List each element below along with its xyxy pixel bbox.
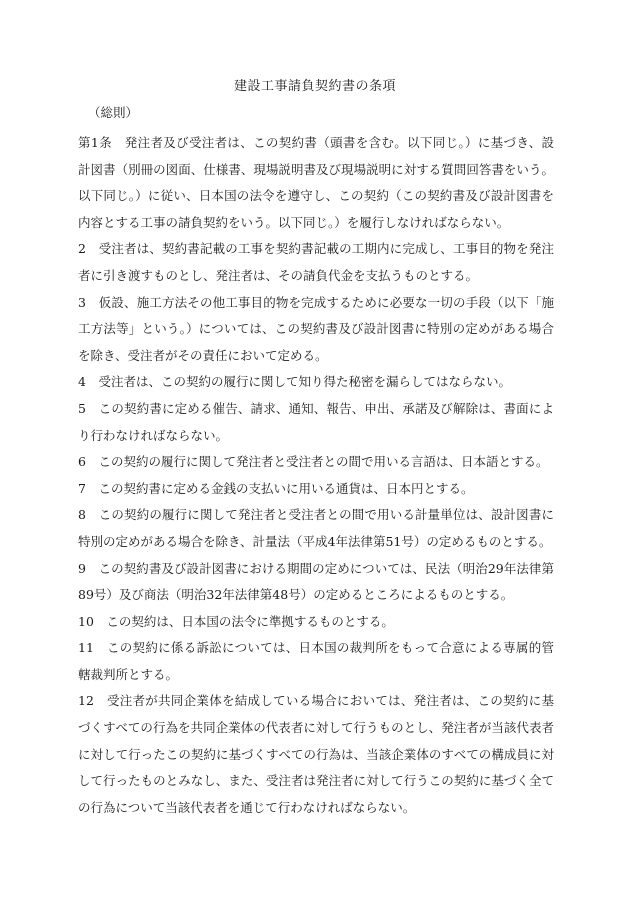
document-title: 建設工事請負契約書の条項: [233, 79, 396, 94]
clause-paragraph: 2 受注者は、契約書記載の工事を契約書記載の工期内に完成し、工事目的物を発注者に引き渡すものとし、発注者は、その請負代金を支払うものとする。: [78, 241, 554, 283]
clause-paragraph: 4 受注者は、この契約の履行に関して知り得た秘密を漏らしてはならない。: [78, 374, 511, 390]
clause-paragraph: 10 この契約は、日本国の法令に準拠するものとする。: [78, 613, 394, 629]
clause-paragraph: 3 仮設、施工方法その他工事目的物を完成するために必要な一切の手段（以下「施工方法等」という。）については、この契約書及び設計図書に特別の定めがある場合を除き、受注者がその責任において定める。: [78, 294, 554, 363]
clause-paragraph: 11 この契約に係る訴訟については、日本国の裁判所をもって合意による専属的管轄裁判所とする。: [78, 640, 554, 682]
clause-paragraph: 9 この契約書及び設計図書における期間の定めについては、民法（明治29年法律第89号）及び商法（明治32年法律第48号）の定めるところによるものとする。: [78, 560, 554, 603]
clause-paragraph: 12 受注者が共同企業体を結成している場合においては、発注者は、この契約に基づくすべての行為を共同企業体の代表者に対して行うものとし、発注者が当該代表者に対して行ったこの契約に基づくすべての行為は、当該企業体のすべての構成員に対して行ったものとみなし、また、受注者は発注者に対して行うこの契約に基づく全ての行為について当該代表者を通じて行わなければならない。: [78, 693, 554, 815]
clause-paragraph: 7 この契約書に定める金銭の支払いに用いる通貨は、日本円とする。: [78, 480, 474, 496]
clause-paragraph: 8 この契約の履行に関して発注者と受注者との間で用いる計量単位は、設計図書に特別の定めがある場合を除き、計量法（平成4年法律第51号）の定めるものとする。: [78, 507, 554, 549]
clause-paragraph: 第1条 発注者及び受注者は、この契約書（頭書を含む。以下同じ。）に基づき、設計図書（別冊の図面、仕様書、現場説明書及び現場説明に対する質問回答書をいう。以下同じ。）に従い、日本国の法令を遵守し、この契約（この契約書及び設計図書を内容とする工事の請負契約をいう。以下同じ。）を履行しなければならない。: [78, 135, 554, 230]
clause-paragraph: 5 この契約書に定める催告、請求、通知、報告、申出、承諾及び解除は、書面により行わなければならない。: [78, 400, 554, 443]
clause-body: [78, 130, 554, 821]
section-heading: （総則）: [88, 105, 139, 120]
clause-paragraph: 6 この契約の履行に関して発注者と受注者との間で用いる言語は、日本語とする。: [78, 454, 549, 470]
